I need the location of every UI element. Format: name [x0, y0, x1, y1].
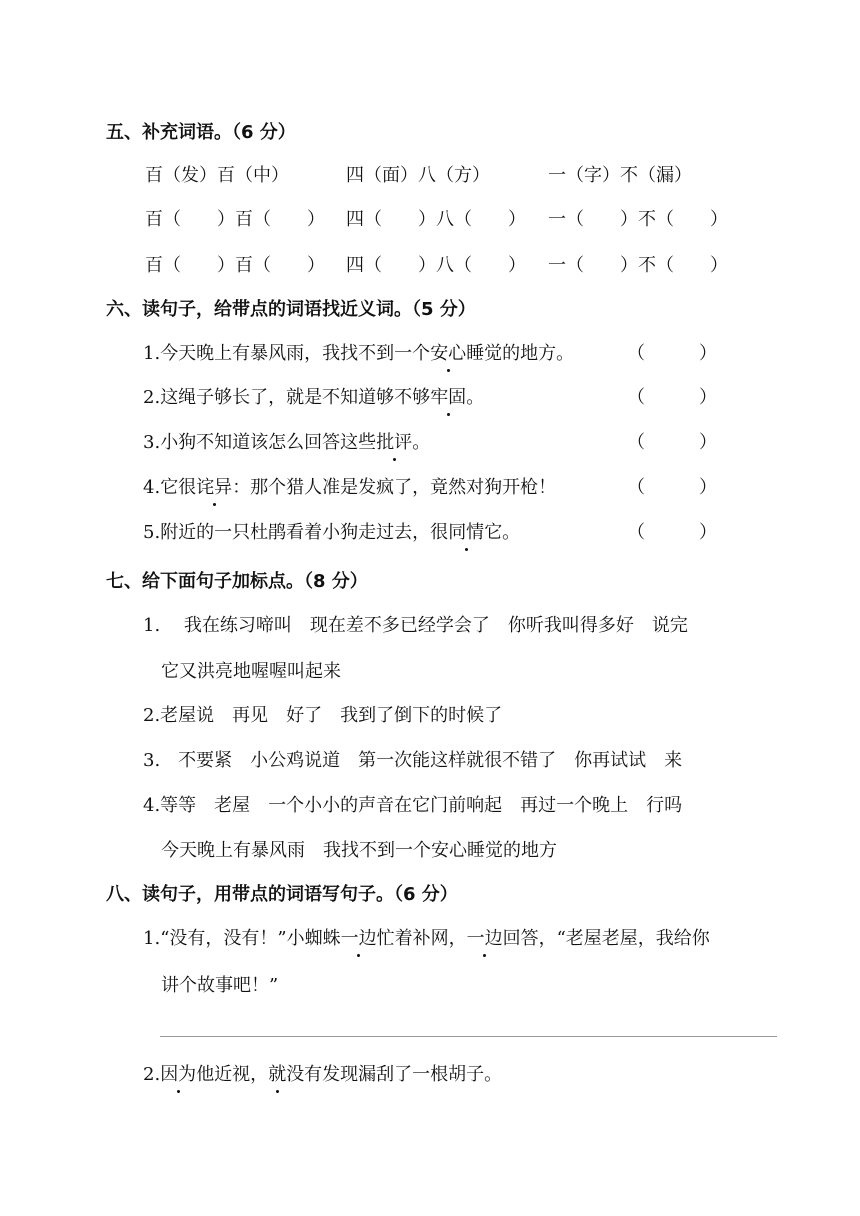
idiom-example-1: 百（发）百（中） [145, 165, 289, 186]
synonym-item-4 [143, 473, 556, 499]
dotted-word: 因为 [160, 1060, 196, 1086]
idiom-blank-3: 一（ ）不（ ） [548, 209, 728, 230]
idiom-blank-1: 百（ ）百（ ） [145, 209, 325, 230]
sentence-text: 今天晚上有暴风雨，我找不到一个 [160, 343, 431, 364]
answer-blank[interactable]: （ ） [627, 343, 717, 364]
sentence-text: 回答，“老屋老屋，我给你 [502, 928, 710, 949]
sentence-text: 没有发现漏刮了一根胡子。 [286, 1064, 503, 1085]
sentence-text: 附近的一只杜鹃看着小狗走过去，很 [160, 522, 449, 543]
section-6-heading: 六、读句子，给带点的词语找近义词。（5 分） [106, 299, 476, 320]
sentence-text: 它很 [160, 477, 197, 498]
punctuation-line-2: 2.老屋说 再见 好了 我到了倒下的时候了 [143, 705, 503, 726]
idiom-example-3: 一（字）不（漏） [548, 165, 692, 186]
answer-blank[interactable]: （ ） [627, 387, 717, 408]
section-7-heading: 七、给下面句子加标点。（8 分） [106, 571, 368, 592]
dotted-word: 批评 [376, 428, 412, 454]
item-number: 4. [143, 477, 161, 498]
sentence-text: ：那个猎人准是发疯了，竟然对狗开枪！ [232, 477, 557, 498]
dotted-word: 牢固 [430, 383, 466, 409]
idiom-blank-4: 百（ ）百（ ） [145, 255, 325, 276]
dotted-word: 诧异 [196, 473, 232, 499]
synonym-item-3 [143, 428, 430, 454]
answer-blank[interactable]: （ ） [627, 477, 717, 498]
item-number: 2. [143, 1064, 161, 1085]
dotted-word: 安心 [430, 339, 466, 365]
sentence-text: 这绳子够长了，就是不知道够不够 [160, 387, 431, 408]
punctuation-line-1-cont: 它又洪亮地喔喔叫起来 [161, 661, 341, 682]
sentence-item-2 [143, 1060, 502, 1086]
sentence-text: “没有，没有！”小蜘蛛 [160, 928, 341, 949]
item-number: 1. [143, 343, 161, 364]
dotted-word: 就 [268, 1060, 286, 1086]
idiom-blank-2: 四（ ）八（ ） [346, 209, 526, 230]
punctuation-line-4: 4.等等 老屋 一个小小的声音在它门前响起 再过一个晚上 行吗 [143, 795, 683, 816]
idiom-example-2: 四（面）八（方） [346, 165, 490, 186]
synonym-item-1 [143, 339, 574, 365]
item-number: 5. [143, 522, 161, 543]
sentence-text: 睡觉的地方。 [466, 343, 575, 364]
answer-blank[interactable]: （ ） [627, 432, 717, 453]
punctuation-line-1: 1. 我在练习啼叫 现在差不多已经学会了 你听我叫得多好 说完 [143, 615, 688, 636]
sentence-text: 。 [412, 432, 431, 453]
sentence-text: 忙着补网， [376, 928, 467, 949]
dotted-word: 同情 [448, 518, 484, 544]
sentence-text: 。 [466, 387, 485, 408]
sentence-text: 它。 [484, 522, 521, 543]
answer-line[interactable] [160, 1036, 777, 1037]
sentence-text: 他近视， [196, 1064, 269, 1085]
dotted-word: 一边 [467, 924, 503, 950]
punctuation-line-4-cont: 今天晚上有暴风雨 我找不到一个安心睡觉的地方 [161, 840, 557, 861]
synonym-item-2 [143, 383, 484, 409]
punctuation-line-3: 3. 不要紧 小公鸡说道 第一次能这样就很不错了 你再试试 来 [143, 750, 683, 771]
synonym-item-5 [143, 518, 520, 544]
sentence-text: 小狗不知道该怎么回答这些 [160, 432, 377, 453]
dotted-word: 一边 [341, 924, 377, 950]
section-5-heading: 五、补充词语。（6 分） [106, 122, 296, 143]
section-8-heading: 八、读句子，用带点的词语写句子。（6 分） [106, 884, 458, 905]
idiom-blank-5: 四（ ）八（ ） [346, 255, 526, 276]
answer-blank[interactable]: （ ） [627, 522, 717, 543]
item-number: 2. [143, 387, 161, 408]
item-number: 1. [143, 928, 161, 949]
item-number: 3. [143, 432, 161, 453]
idiom-blank-6: 一（ ）不（ ） [548, 255, 728, 276]
sentence-item-1-cont: 讲个故事吧！” [161, 975, 279, 996]
sentence-item-1 [143, 924, 710, 950]
